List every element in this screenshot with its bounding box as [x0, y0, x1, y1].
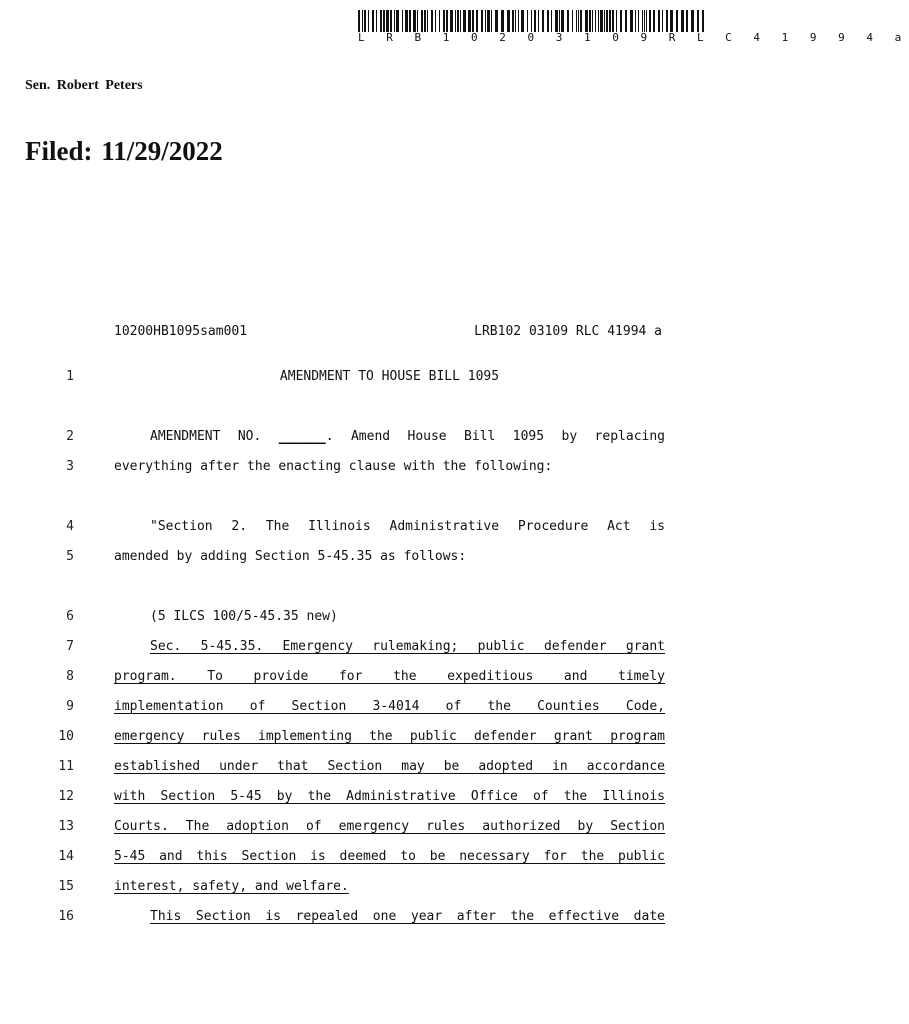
barcode-bar	[666, 10, 668, 32]
barcode-bar	[702, 10, 704, 32]
barcode-bar	[686, 10, 688, 32]
barcode-bar	[405, 10, 408, 32]
line-number: 9	[66, 699, 74, 714]
line-text: program. To provide for the expeditious and timely	[114, 669, 665, 684]
line-16	[0, 909, 768, 929]
lrb-number: LRB102 03109 RLC 41994 a	[474, 324, 662, 339]
line-text	[114, 429, 665, 444]
barcode-bar	[589, 10, 591, 32]
line-6	[0, 609, 768, 629]
line-number: 14	[58, 849, 74, 864]
barcode-bar	[446, 10, 448, 32]
line-number: 11	[58, 759, 74, 774]
line-5	[0, 549, 768, 569]
barcode-bar	[551, 10, 552, 32]
barcode-bar	[547, 10, 549, 32]
barcode-bar	[376, 10, 377, 32]
line-number: 10	[58, 729, 74, 744]
barcode-bar	[644, 10, 645, 32]
line-text: emergency rules implementing the public defender grant program	[114, 729, 665, 744]
line-1	[0, 369, 768, 389]
barcode-bar	[606, 10, 608, 32]
barcode-bar	[460, 10, 461, 32]
amendment-title: AMENDMENT TO HOUSE BILL 1095	[279, 369, 500, 384]
line-text: everything after the enacting clause with the following:	[114, 459, 553, 474]
barcode-bar	[468, 10, 471, 32]
barcode-bar	[681, 10, 684, 32]
line-3	[0, 459, 768, 479]
line-text: This Section is repealed one year after the effective date	[150, 909, 665, 924]
barcode-bar	[413, 10, 416, 32]
barcode-bar	[630, 10, 633, 32]
line-number: 1	[66, 369, 74, 384]
barcode-bar	[435, 10, 436, 32]
barcode-bar	[507, 10, 510, 32]
sponsor-name: Sen. Robert Peters	[25, 78, 143, 93]
barcode-bar	[362, 10, 363, 32]
line-number: 2	[66, 429, 74, 444]
barcode-bar	[417, 10, 418, 32]
line-14	[0, 849, 768, 869]
line-number: 13	[58, 819, 74, 834]
line-number: 3	[66, 459, 74, 474]
line-text: "Section 2. The Illinois Administrative Procedure Act is	[150, 519, 665, 534]
line-number: 8	[66, 669, 74, 684]
line-13	[0, 819, 768, 839]
barcode-bar	[457, 10, 459, 32]
barcode-bar	[515, 10, 516, 32]
barcode-bar	[653, 10, 655, 32]
barcode-bar	[518, 10, 519, 32]
line-number: 16	[58, 909, 74, 924]
line-text: implementation of Section 3-4014 of the Counties Code,	[114, 699, 665, 714]
barcode-bar	[534, 10, 536, 32]
filed-date: Filed: 11/29/2022	[25, 136, 223, 166]
barcode-bar	[386, 10, 389, 32]
barcode-bar	[697, 10, 699, 32]
barcode-bar	[472, 10, 474, 32]
barcode-bar	[531, 10, 532, 32]
line-2	[0, 429, 768, 449]
line-text: Sec. 5-45.35. Emergency rulemaking; public defender grant	[150, 639, 665, 654]
line-15	[0, 879, 768, 899]
amendment-number-blank: ______	[278, 429, 326, 444]
line-number: 6	[66, 609, 74, 624]
barcode-bar	[538, 10, 539, 32]
line-8	[0, 669, 768, 689]
barcode-bar	[450, 10, 453, 32]
barcode-bar	[561, 10, 564, 32]
barcode-bar	[380, 10, 382, 32]
line-number: 12	[58, 789, 74, 804]
amendment-text: . Amend House Bill 1095 by replacing	[325, 429, 665, 444]
barcode-bar	[396, 10, 399, 32]
line-4	[0, 519, 768, 539]
barcode-bar	[495, 10, 498, 32]
barcode-bar	[402, 10, 403, 32]
barcode-image	[358, 10, 704, 32]
barcode-bar	[390, 10, 392, 32]
barcode-bar	[658, 10, 660, 32]
barcode-bar	[476, 10, 478, 32]
barcode-bar	[580, 10, 582, 32]
barcode-bar	[595, 10, 596, 32]
line-text: Courts. The adoption of emergency rules authorized by Section	[114, 819, 665, 834]
barcode-bar	[592, 10, 593, 32]
barcode-bar	[604, 10, 605, 32]
line-text: (5 ILCS 100/5-45.35 new)	[150, 609, 338, 624]
line-text: established under that Section may be adopted in accordance	[114, 759, 665, 774]
barcode-bar	[439, 10, 440, 32]
barcode-bar	[578, 10, 579, 32]
barcode-bar	[638, 10, 639, 32]
barcode-bar	[527, 10, 528, 32]
barcode-bar	[635, 10, 636, 32]
barcode-bar	[512, 10, 514, 32]
barcode-bar	[600, 10, 603, 32]
barcode-bar	[616, 10, 617, 32]
barcode-bar	[612, 10, 614, 32]
barcode-bar	[364, 10, 366, 32]
barcode-bar	[625, 10, 627, 32]
amendment-no-label: AMENDMENT NO.	[150, 429, 279, 444]
line-7	[0, 639, 768, 659]
line-text: with Section 5-45 by the Administrative Office of the Illinois	[114, 789, 665, 804]
barcode-bar	[572, 10, 573, 32]
barcode-bar	[431, 10, 433, 32]
barcode-bar	[368, 10, 369, 32]
barcode-bar	[481, 10, 483, 32]
barcode-bar	[598, 10, 599, 32]
document-id: 10200HB1095sam001	[114, 324, 248, 339]
barcode-bar	[555, 10, 558, 32]
line-text: interest, safety, and welfare.	[114, 879, 349, 894]
barcode-bar	[424, 10, 426, 32]
barcode-bar	[485, 10, 486, 32]
barcode-bar	[463, 10, 466, 32]
line-text: amended by adding Section 5-45.35 as follows:	[114, 549, 467, 564]
line-text: 5-45 and this Section is deemed to be necessary for the public	[114, 849, 665, 864]
barcode-bar	[609, 10, 611, 32]
barcode-bar	[521, 10, 524, 32]
barcode-bar	[567, 10, 569, 32]
barcode-bar	[394, 10, 395, 32]
line-number: 7	[66, 639, 74, 654]
barcode-bar	[427, 10, 428, 32]
barcode-bar	[576, 10, 577, 32]
barcode-bar	[383, 10, 385, 32]
barcode-text: L R B 1 0 2 0 3 1 0 9 R L C 4 1 9 9 4 a	[358, 31, 909, 44]
barcode-bar	[670, 10, 673, 32]
barcode-bar	[409, 10, 411, 32]
barcode-bar	[642, 10, 643, 32]
barcode-bar	[491, 10, 492, 32]
barcode-bar	[676, 10, 678, 32]
barcode-bar	[443, 10, 445, 32]
barcode-bar	[421, 10, 423, 32]
line-11	[0, 759, 768, 779]
barcode-bar	[542, 10, 544, 32]
barcode-bar	[646, 10, 647, 32]
line-9	[0, 699, 768, 719]
barcode-bar	[649, 10, 651, 32]
barcode-bar	[358, 10, 360, 32]
line-number: 15	[58, 879, 74, 894]
barcode	[358, 10, 909, 44]
line-number: 4	[66, 519, 74, 534]
barcode-bar	[691, 10, 694, 32]
barcode-bar	[487, 10, 490, 32]
barcode-bar	[620, 10, 622, 32]
barcode-bar	[501, 10, 504, 32]
barcode-bar	[585, 10, 588, 32]
line-10	[0, 729, 768, 749]
barcode-bar	[455, 10, 456, 32]
barcode-bar	[662, 10, 663, 32]
barcode-bar	[559, 10, 560, 32]
barcode-bar	[372, 10, 374, 32]
line-12	[0, 789, 768, 809]
line-number: 5	[66, 549, 74, 564]
